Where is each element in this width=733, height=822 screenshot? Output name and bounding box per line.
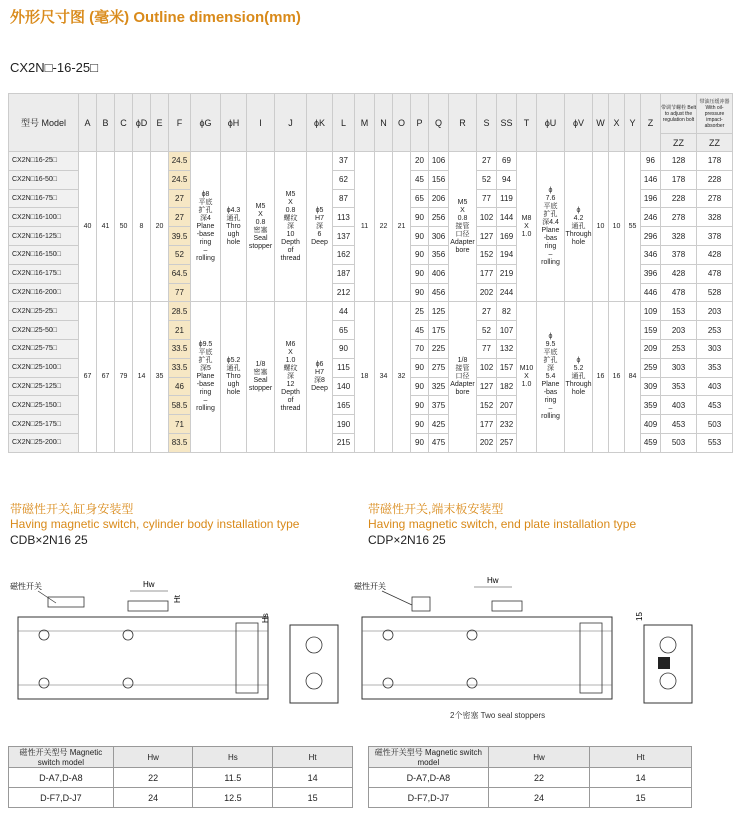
header-q: Q xyxy=(429,94,449,152)
cell-s: 152 xyxy=(477,245,497,264)
cell-p: 90 xyxy=(411,264,429,283)
cell-zz-absorber: 228 xyxy=(697,170,733,189)
cell-s: 27 xyxy=(477,152,497,171)
left-sw-r2-ht: 15 xyxy=(273,788,353,808)
cell-f: 24.5 xyxy=(169,152,191,171)
cell-t: M8 X 1.0 xyxy=(517,152,537,302)
left-section-code: CDB×2N16 25 xyxy=(10,533,88,547)
cell-q: 225 xyxy=(429,339,449,358)
header-t: T xyxy=(517,94,537,152)
right-sw-header-hw: Hw xyxy=(488,747,590,768)
cell-k: ϕ5 H7 深 6 Deep xyxy=(307,152,333,302)
cell-m: 11 xyxy=(355,152,375,302)
right-hw-label: Hw xyxy=(487,576,499,585)
cell-h: ϕ5.2 通孔 Thro ugh hole xyxy=(221,302,247,452)
cell-z: 296 xyxy=(641,227,661,246)
cell-l: 62 xyxy=(333,170,355,189)
cell-zz-belt: 253 xyxy=(661,339,697,358)
left-ht-label: Ht xyxy=(173,595,182,603)
cell-model: CX2N□16-200□ xyxy=(9,283,79,302)
cell-s: 127 xyxy=(477,227,497,246)
cell-zz-belt: 203 xyxy=(661,321,697,340)
cell-l: 140 xyxy=(333,377,355,396)
cell-j: M5 X 0.8 螺纹 深 10 Depth of thread xyxy=(275,152,307,302)
cell-x: 10 xyxy=(609,152,625,302)
cell-s: 102 xyxy=(477,208,497,227)
right-section-en: Having magnetic switch, end plate installation type xyxy=(368,517,637,531)
cell-i: 1/8 密塞 Seal stopper xyxy=(247,302,275,452)
cell-model: CX2N□16-25□ xyxy=(9,152,79,171)
cell-z: 346 xyxy=(641,245,661,264)
cell-a: 40 xyxy=(79,152,97,302)
cell-q: 375 xyxy=(429,396,449,415)
header-v: ϕV xyxy=(565,94,593,152)
cell-z: 246 xyxy=(641,208,661,227)
cell-zz-belt: 303 xyxy=(661,358,697,377)
left-hw-label: Hw xyxy=(143,580,155,589)
cell-zz-belt: 503 xyxy=(661,433,697,452)
cell-p: 20 xyxy=(411,152,429,171)
cell-model: CX2N□16-75□ xyxy=(9,189,79,208)
cell-model: CX2N□16-50□ xyxy=(9,170,79,189)
cell-ss: 207 xyxy=(497,396,517,415)
cell-p: 90 xyxy=(411,283,429,302)
cell-zz-belt: 478 xyxy=(661,283,697,302)
cell-zz-absorber: 278 xyxy=(697,189,733,208)
cell-q: 156 xyxy=(429,170,449,189)
right-sw-r1-model: D-A7,D-A8 xyxy=(369,768,489,788)
cell-s: 27 xyxy=(477,302,497,321)
header-z: Z xyxy=(641,94,661,152)
cell-zz-belt: 228 xyxy=(661,189,697,208)
header-l: L xyxy=(333,94,355,152)
cell-model: CX2N□25-200□ xyxy=(9,433,79,452)
right-sw-header-model: 磁性开关型号 Magnetic switch model xyxy=(369,747,489,768)
cell-s: 202 xyxy=(477,433,497,452)
header-d: ϕD xyxy=(133,94,151,152)
cell-ss: 107 xyxy=(497,321,517,340)
cell-s: 52 xyxy=(477,321,497,340)
cell-model: CX2N□25-25□ xyxy=(9,302,79,321)
cell-zz-absorber: 553 xyxy=(697,433,733,452)
cell-zz-absorber: 403 xyxy=(697,377,733,396)
cell-s: 127 xyxy=(477,377,497,396)
cell-ss: 69 xyxy=(497,152,517,171)
cell-s: 177 xyxy=(477,264,497,283)
header-ss: SS xyxy=(497,94,517,152)
cell-k: ϕ6 H7 深8 Deep xyxy=(307,302,333,452)
left-diagram xyxy=(8,565,353,725)
cell-zz-absorber: 253 xyxy=(697,321,733,340)
right-sw-header-ht: Ht xyxy=(590,747,692,768)
cell-ss: 232 xyxy=(497,415,517,434)
cell-p: 45 xyxy=(411,321,429,340)
cell-q: 306 xyxy=(429,227,449,246)
right-sw-r2-model: D-F7,D-J7 xyxy=(369,788,489,808)
cell-q: 275 xyxy=(429,358,449,377)
right-switch-table xyxy=(368,746,692,808)
cell-l: 162 xyxy=(333,245,355,264)
cell-l: 44 xyxy=(333,302,355,321)
cell-h: ϕ4.3 通孔 Thro ugh hole xyxy=(221,152,247,302)
cell-p: 90 xyxy=(411,358,429,377)
cell-f: 52 xyxy=(169,245,191,264)
cell-ss: 244 xyxy=(497,283,517,302)
header-a: A xyxy=(79,94,97,152)
cell-zz-belt: 353 xyxy=(661,377,697,396)
left-sw-header-hs: Hs xyxy=(193,747,273,768)
cell-model: CX2N□16-150□ xyxy=(9,245,79,264)
cell-z: 96 xyxy=(641,152,661,171)
cell-ss: 182 xyxy=(497,377,517,396)
cell-ss: 157 xyxy=(497,358,517,377)
cell-c: 50 xyxy=(115,152,133,302)
cell-s: 177 xyxy=(477,415,497,434)
cell-ss: 219 xyxy=(497,264,517,283)
cell-y: 55 xyxy=(625,152,641,302)
right-diagram xyxy=(352,565,697,725)
left-sw-r1-hw: 22 xyxy=(113,768,193,788)
cell-f: 39.5 xyxy=(169,227,191,246)
header-absorber: 带油压缓冲器 With oil-pressure impact-absorber xyxy=(697,94,733,134)
left-sw-header-ht: Ht xyxy=(273,747,353,768)
cell-l: 37 xyxy=(333,152,355,171)
cell-x: 16 xyxy=(609,302,625,452)
header-b: B xyxy=(97,94,115,152)
cell-f: 28.5 xyxy=(169,302,191,321)
cell-v: ϕ 5.2 通孔 Through hole xyxy=(565,302,593,452)
cell-l: 113 xyxy=(333,208,355,227)
cell-z: 146 xyxy=(641,170,661,189)
right-stoppers-label: 2个密塞 Two seal stoppers xyxy=(450,711,546,720)
header-i: I xyxy=(247,94,275,152)
cell-g: ϕ9.5 平底 扩孔 深5 Plane -base ring – rolling xyxy=(191,302,221,452)
cell-z: 446 xyxy=(641,283,661,302)
left-sw-r1-model: D-A7,D-A8 xyxy=(9,768,114,788)
cell-d: 8 xyxy=(133,152,151,302)
cell-o: 32 xyxy=(393,302,411,452)
cell-f: 24.5 xyxy=(169,170,191,189)
header-n: N xyxy=(375,94,393,152)
header-m: M xyxy=(355,94,375,152)
cell-zz-absorber: 453 xyxy=(697,396,733,415)
cell-ss: 194 xyxy=(497,245,517,264)
cell-f: 33.5 xyxy=(169,358,191,377)
cell-f: 77 xyxy=(169,283,191,302)
cell-s: 202 xyxy=(477,283,497,302)
cell-z: 309 xyxy=(641,377,661,396)
header-p: P xyxy=(411,94,429,152)
cell-zz-absorber: 528 xyxy=(697,283,733,302)
cell-z: 259 xyxy=(641,358,661,377)
cell-q: 206 xyxy=(429,189,449,208)
model-code: CX2N□-16-25□ xyxy=(10,60,98,75)
cell-f: 27 xyxy=(169,208,191,227)
cell-l: 190 xyxy=(333,415,355,434)
cell-l: 215 xyxy=(333,433,355,452)
right-section-title xyxy=(368,500,636,531)
header-zz-1: ZZ xyxy=(661,134,697,152)
cell-f: 58.5 xyxy=(169,396,191,415)
cell-f: 27 xyxy=(169,189,191,208)
cell-ss: 144 xyxy=(497,208,517,227)
cell-zz-absorber: 428 xyxy=(697,245,733,264)
cell-f: 21 xyxy=(169,321,191,340)
cell-model: CX2N□25-75□ xyxy=(9,339,79,358)
cell-q: 406 xyxy=(429,264,449,283)
left-sw-r2-hw: 24 xyxy=(113,788,193,808)
cell-model: CX2N□25-125□ xyxy=(9,377,79,396)
cell-p: 90 xyxy=(411,208,429,227)
cell-p: 90 xyxy=(411,227,429,246)
cell-s: 102 xyxy=(477,358,497,377)
cell-zz-absorber: 203 xyxy=(697,302,733,321)
cell-model: CX2N□25-175□ xyxy=(9,415,79,434)
cell-n: 34 xyxy=(375,302,393,452)
cell-d: 14 xyxy=(133,302,151,452)
header-r: R xyxy=(449,94,477,152)
cell-l: 87 xyxy=(333,189,355,208)
cell-b: 67 xyxy=(97,302,115,452)
left-switch-label: 磁性开关 xyxy=(10,582,42,591)
cell-zz-absorber: 353 xyxy=(697,358,733,377)
header-c: C xyxy=(115,94,133,152)
header-s: S xyxy=(477,94,497,152)
cell-s: 152 xyxy=(477,396,497,415)
cell-a: 67 xyxy=(79,302,97,452)
header-g: ϕG xyxy=(191,94,221,152)
cell-c: 79 xyxy=(115,302,133,452)
cell-o: 21 xyxy=(393,152,411,302)
left-section-cn: 带磁性开关,缸身安装型 xyxy=(10,502,134,516)
left-sw-header-hw: Hw xyxy=(113,747,193,768)
cell-model: CX2N□16-100□ xyxy=(9,208,79,227)
cell-g: ϕ8 平底 扩孔 深4 Plane -base ring – rolling xyxy=(191,152,221,302)
cell-p: 90 xyxy=(411,396,429,415)
cell-p: 70 xyxy=(411,339,429,358)
cell-model: CX2N□25-100□ xyxy=(9,358,79,377)
cell-p: 90 xyxy=(411,415,429,434)
right-sw-r1-hw: 22 xyxy=(488,768,590,788)
left-sw-header-model: 磁性开关型号 Magnetic switch model xyxy=(9,747,114,768)
header-k: ϕK xyxy=(307,94,333,152)
cell-s: 52 xyxy=(477,170,497,189)
right-switch-label: 磁性开关 xyxy=(354,582,386,591)
header-h: ϕH xyxy=(221,94,247,152)
cell-l: 137 xyxy=(333,227,355,246)
cell-ss: 94 xyxy=(497,170,517,189)
cell-model: CX2N□16-125□ xyxy=(9,227,79,246)
cell-z: 359 xyxy=(641,396,661,415)
cell-z: 209 xyxy=(641,339,661,358)
cell-zz-absorber: 478 xyxy=(697,264,733,283)
cell-s: 77 xyxy=(477,189,497,208)
cell-p: 65 xyxy=(411,189,429,208)
cell-f: 83.5 xyxy=(169,433,191,452)
cell-l: 115 xyxy=(333,358,355,377)
cell-zz-absorber: 503 xyxy=(697,415,733,434)
cell-p: 45 xyxy=(411,170,429,189)
header-f: F xyxy=(169,94,191,152)
cell-zz-belt: 403 xyxy=(661,396,697,415)
cell-q: 256 xyxy=(429,208,449,227)
cell-w: 16 xyxy=(593,302,609,452)
cell-n: 22 xyxy=(375,152,393,302)
cell-s: 77 xyxy=(477,339,497,358)
left-sw-r1-hs: 11.5 xyxy=(193,768,273,788)
cell-ss: 132 xyxy=(497,339,517,358)
right-sw-r1-ht: 14 xyxy=(590,768,692,788)
cell-f: 71 xyxy=(169,415,191,434)
cell-f: 33.5 xyxy=(169,339,191,358)
cell-zz-belt: 378 xyxy=(661,245,697,264)
cell-p: 90 xyxy=(411,245,429,264)
cell-r: 1/8 接管 口径 Adapter bore xyxy=(449,302,477,452)
right-section-code: CDP×2N16 25 xyxy=(368,533,446,547)
left-section-en: Having magnetic switch, cylinder body installation type xyxy=(10,517,300,531)
cell-q: 425 xyxy=(429,415,449,434)
cell-l: 65 xyxy=(333,321,355,340)
cell-q: 456 xyxy=(429,283,449,302)
cell-q: 356 xyxy=(429,245,449,264)
header-zz-2: ZZ xyxy=(697,134,733,152)
cell-zz-belt: 328 xyxy=(661,227,697,246)
cell-e: 35 xyxy=(151,302,169,452)
header-o: O xyxy=(393,94,411,152)
cell-t: M10 X 1.0 xyxy=(517,302,537,452)
left-hs-label: Hs xyxy=(261,613,270,623)
cell-r: M5 X 0.8 接管 口径 Adapter bore xyxy=(449,152,477,302)
cell-ss: 257 xyxy=(497,433,517,452)
table-row xyxy=(9,152,733,171)
cell-w: 10 xyxy=(593,152,609,302)
right-dim-label: 15 xyxy=(635,612,644,621)
cell-model: CX2N□16-175□ xyxy=(9,264,79,283)
cell-zz-absorber: 178 xyxy=(697,152,733,171)
right-sw-r2-hw: 24 xyxy=(488,788,590,808)
right-sw-r2-ht: 15 xyxy=(590,788,692,808)
cell-model: CX2N□25-50□ xyxy=(9,321,79,340)
right-section-cn: 带磁性开关,端末板安装型 xyxy=(368,502,504,516)
header-w: W xyxy=(593,94,609,152)
cell-q: 125 xyxy=(429,302,449,321)
cell-zz-belt: 453 xyxy=(661,415,697,434)
header-u: ϕU xyxy=(537,94,565,152)
cell-z: 459 xyxy=(641,433,661,452)
header-y: Y xyxy=(625,94,641,152)
cell-model: CX2N□25-150□ xyxy=(9,396,79,415)
cell-zz-absorber: 328 xyxy=(697,208,733,227)
cell-l: 212 xyxy=(333,283,355,302)
cell-zz-belt: 428 xyxy=(661,264,697,283)
cell-f: 64.5 xyxy=(169,264,191,283)
cell-z: 396 xyxy=(641,264,661,283)
cell-ss: 169 xyxy=(497,227,517,246)
table-row xyxy=(9,302,733,321)
cell-ss: 119 xyxy=(497,189,517,208)
cell-p: 90 xyxy=(411,377,429,396)
cell-m: 18 xyxy=(355,302,375,452)
cell-zz-absorber: 303 xyxy=(697,339,733,358)
cell-v: ϕ 4.2 通孔 Through hole xyxy=(565,152,593,302)
cell-l: 165 xyxy=(333,396,355,415)
header-j: J xyxy=(275,94,307,152)
cell-zz-belt: 153 xyxy=(661,302,697,321)
left-sw-r2-model: D-F7,D-J7 xyxy=(9,788,114,808)
cell-i: M5 X 0.8 密塞 Seal stopper xyxy=(247,152,275,302)
header-belt: 带调节螺栓 Belt to adjust the regulation bolt xyxy=(661,94,697,134)
cell-zz-belt: 128 xyxy=(661,152,697,171)
left-section-title xyxy=(10,500,299,531)
cell-p: 90 xyxy=(411,433,429,452)
left-sw-r2-hs: 12.5 xyxy=(193,788,273,808)
header-model: 型号 Model xyxy=(9,94,79,152)
cell-b: 41 xyxy=(97,152,115,302)
cell-z: 109 xyxy=(641,302,661,321)
cell-l: 90 xyxy=(333,339,355,358)
header-e: E xyxy=(151,94,169,152)
cell-z: 159 xyxy=(641,321,661,340)
cell-q: 475 xyxy=(429,433,449,452)
cell-zz-absorber: 378 xyxy=(697,227,733,246)
cell-z: 409 xyxy=(641,415,661,434)
cell-u: ϕ 7.6 平底 扩孔 深4.4 Plane -bas ring – rolling xyxy=(537,152,565,302)
cell-f: 46 xyxy=(169,377,191,396)
cell-l: 187 xyxy=(333,264,355,283)
left-switch-table xyxy=(8,746,353,808)
cell-q: 106 xyxy=(429,152,449,171)
cell-p: 25 xyxy=(411,302,429,321)
cell-ss: 82 xyxy=(497,302,517,321)
cell-j: M6 X 1.0 螺纹 深 12 Depth of thread xyxy=(275,302,307,452)
cell-e: 20 xyxy=(151,152,169,302)
cell-u: ϕ 9.5 平底 扩孔 深 5.4 Plane -bas ring – rolling xyxy=(537,302,565,452)
cell-q: 325 xyxy=(429,377,449,396)
header-x: X xyxy=(609,94,625,152)
cell-y: 84 xyxy=(625,302,641,452)
left-sw-r1-ht: 14 xyxy=(273,768,353,788)
cell-q: 175 xyxy=(429,321,449,340)
cell-zz-belt: 278 xyxy=(661,208,697,227)
cell-z: 196 xyxy=(641,189,661,208)
cell-zz-belt: 178 xyxy=(661,170,697,189)
page-title: 外形尺寸图 (毫米) Outline dimension(mm) xyxy=(10,9,301,26)
dimension-table xyxy=(8,93,733,453)
